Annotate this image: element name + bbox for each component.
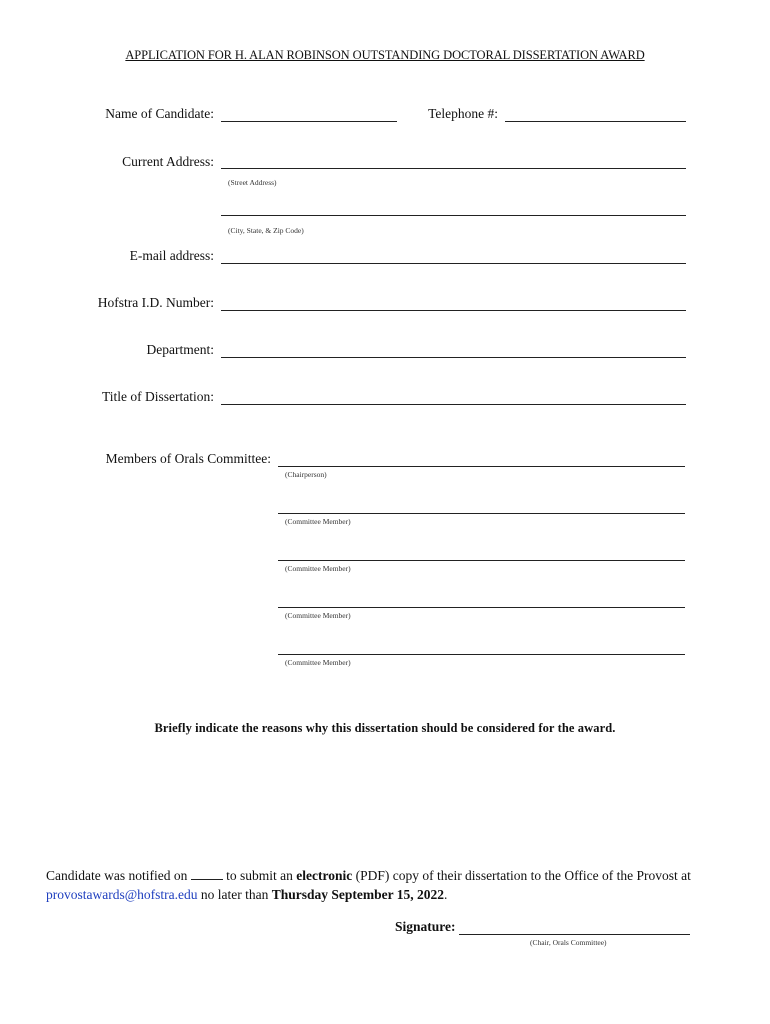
hofstra-id-label: Hofstra I.D. Number: [97,295,214,310]
reasons-prompt: Briefly indicate the reasons why this dissertation should be considered for the award. [154,721,616,735]
committee-member-hint-2: (Committee Member) [285,564,351,573]
provost-email-link[interactable]: provostawards@hofstra.edu [46,887,198,902]
committee-chair-field[interactable] [278,466,685,467]
committee-member-hint-4: (Committee Member) [285,658,351,667]
committee-member-field-2[interactable] [278,560,685,561]
notice-text-4: no later than [200,887,269,902]
notice-text-3: (PDF) copy of their dissertation to the Office of the Provost at [355,868,691,883]
committee-member-hint-1: (Committee Member) [285,517,351,526]
telephone-field[interactable] [505,121,686,122]
notice-emphasis: electronic [296,868,353,883]
committee-label: Members of Orals Committee: [105,451,271,466]
committee-chair-hint: (Chairperson) [285,470,327,479]
committee-member-field-3[interactable] [278,607,685,608]
reasons-text-area[interactable] [46,745,726,850]
department-field[interactable] [221,357,686,358]
committee-member-hint-3: (Committee Member) [285,611,351,620]
signature-label: Signature: [395,919,456,934]
committee-member-field-1[interactable] [278,513,685,514]
notice-end: . [444,887,448,902]
committee-member-field-4[interactable] [278,654,685,655]
form-title: APPLICATION FOR H. ALAN ROBINSON OUTSTANDING DOCTORAL DISSERTATION AWARD [125,48,645,62]
signature-field[interactable] [459,934,690,935]
department-label: Department: [146,342,214,357]
city-state-zip-hint: (City, State, & Zip Code) [228,226,304,235]
hofstra-id-field[interactable] [221,310,686,311]
signature-hint: (Chair, Orals Committee) [530,938,607,947]
notice-text-1: Candidate was notified on [46,868,188,883]
dissertation-title-field[interactable] [221,404,686,405]
address-label: Current Address: [122,154,214,169]
name-field[interactable] [221,121,397,122]
email-field[interactable] [221,263,686,264]
submission-notice [46,866,736,904]
name-label: Name of Candidate: [105,106,214,121]
notice-deadline: Thursday September 15, 2022 [271,887,445,902]
city-state-zip-field[interactable] [221,215,686,216]
street-address-hint: (Street Address) [228,178,277,187]
notice-text-2: to submit an [226,868,293,883]
dissertation-title-label: Title of Dissertation: [101,389,214,404]
email-label: E-mail address: [129,248,214,263]
street-address-field[interactable] [221,168,686,169]
telephone-label: Telephone #: [428,106,498,121]
notification-date-blank[interactable] [191,867,223,880]
